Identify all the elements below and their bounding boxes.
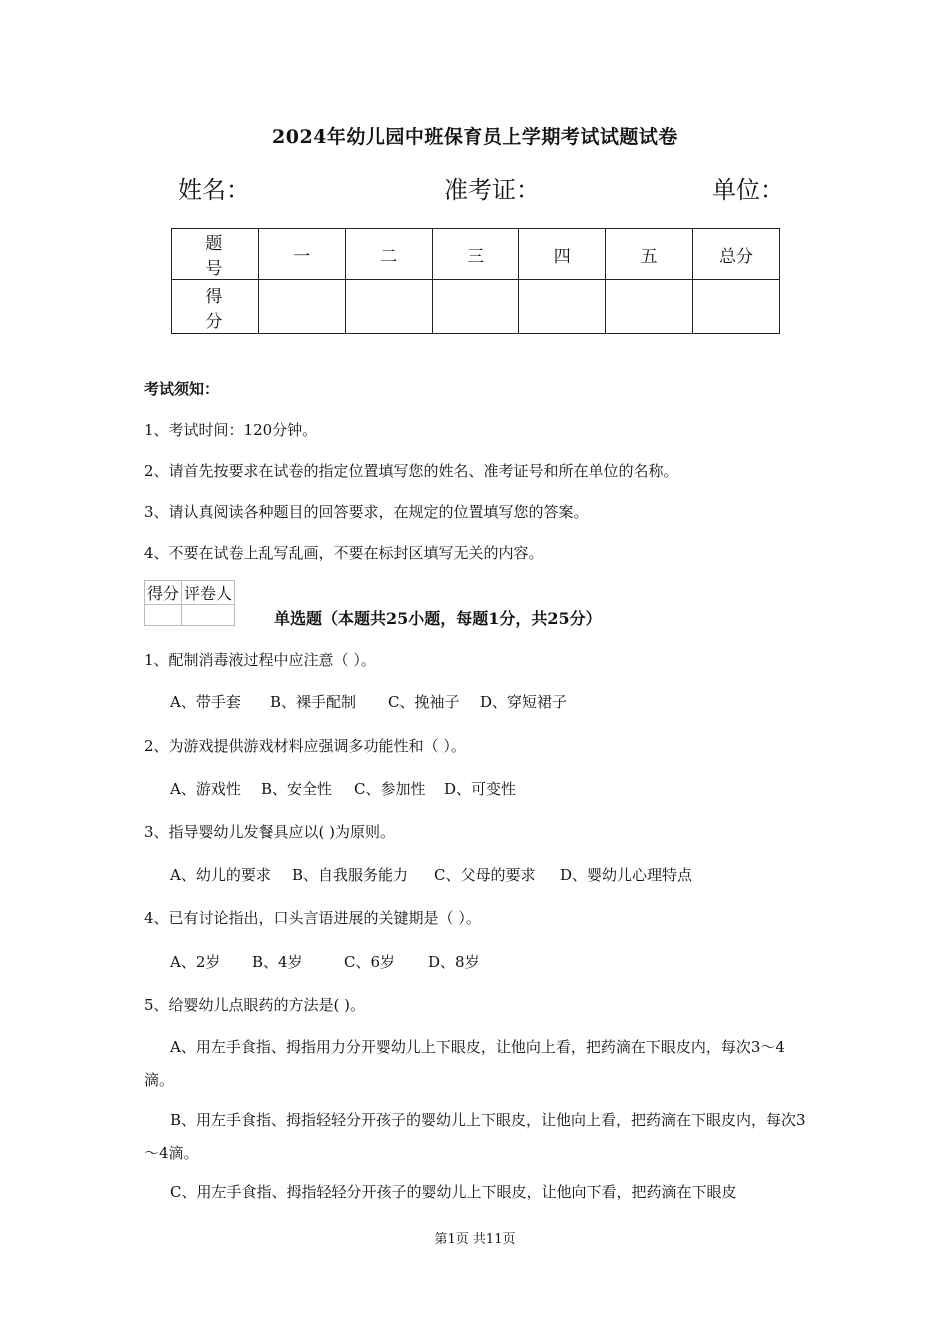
option: A、2岁 <box>170 953 221 971</box>
question-options <box>170 951 480 972</box>
question-options <box>170 864 692 885</box>
score-row-label: 得 分 <box>172 280 259 334</box>
option: C、挽袖子 <box>388 693 460 711</box>
page-title: 2024年幼儿园中班保育员上学期考试试题试卷 <box>272 126 678 148</box>
score-cell-3 <box>432 280 519 334</box>
score-table-score-row <box>172 280 780 334</box>
option: A、游戏性 <box>170 780 241 798</box>
question-option-long: C、用左手食指、拇指轻轻分开孩子的婴幼儿上下眼皮，让他向下看，把药滴在下眼皮 <box>170 1183 737 1201</box>
question-options <box>170 691 567 712</box>
page-footer: 第1页 共11页 <box>434 1232 516 1247</box>
question-stem: 3、指导婴幼儿发餐具应以( )为原则。 <box>144 823 396 841</box>
name-label: 姓名： <box>178 176 250 204</box>
option: D、8岁 <box>428 953 480 971</box>
notice-item: 4、不要在试卷上乱写乱画，不要在标封区填写无关的内容。 <box>144 544 544 562</box>
option: C、父母的要求 <box>434 866 536 884</box>
question-option-long: B、用左手食指、拇指轻轻分开孩子的婴幼儿上下眼皮，让他向上看，把药滴在下眼皮内，每次3～4滴。 <box>144 1111 806 1162</box>
grader-score-cell <box>145 605 182 626</box>
option: B、安全性 <box>261 780 333 798</box>
option: C、参加性 <box>354 780 426 798</box>
section-2-header: 二 <box>345 229 432 280</box>
notice-item: 1、考试时间：120分钟。 <box>144 421 318 439</box>
notice-item: 2、请首先按要求在试卷的指定位置填写您的姓名、准考证号和所在单位的名称。 <box>144 462 679 480</box>
question-option-long: A、用左手食指、拇指用力分开婴幼儿上下眼皮，让他向上看，把药滴在下眼皮内，每次3～4滴。 <box>144 1038 785 1089</box>
score-cell-1 <box>258 280 345 334</box>
question-stem: 2、为游戏提供游戏材料应强调多功能性和（ ）。 <box>144 737 466 755</box>
option: B、自我服务能力 <box>292 866 409 884</box>
option: D、可变性 <box>444 780 517 798</box>
section-title: 单选题（本题共25小题，每题1分，共25分） <box>274 609 602 628</box>
score-cell-total <box>693 280 780 334</box>
score-table-header-row <box>172 229 780 280</box>
question-number-header: 题 号 <box>172 229 259 280</box>
score-cell-5 <box>606 280 693 334</box>
option: A、幼儿的要求 <box>170 866 271 884</box>
option: D、穿短裙子 <box>480 693 568 711</box>
score-table <box>171 228 780 334</box>
section-3-header: 三 <box>432 229 519 280</box>
total-header: 总分 <box>693 229 780 280</box>
option: C、6岁 <box>344 953 396 971</box>
section-1-header: 一 <box>258 229 345 280</box>
question-options <box>170 778 516 799</box>
score-cell-2 <box>345 280 432 334</box>
notice-title: 考试须知： <box>144 380 220 398</box>
question-stem: 4、已有讨论指出，口头言语进展的关键期是（ ）。 <box>144 909 481 927</box>
score-cell-4 <box>519 280 606 334</box>
notice-item: 3、请认真阅读各种题目的回答要求，在规定的位置填写您的答案。 <box>144 503 589 521</box>
section-5-header: 五 <box>606 229 693 280</box>
option: B、4岁 <box>252 953 303 971</box>
question-stem: 5、给婴幼儿点眼药的方法是( )。 <box>144 996 366 1014</box>
option: B、裸手配制 <box>270 693 357 711</box>
grader-reviewer-cell <box>182 605 235 626</box>
grader-box <box>144 580 235 626</box>
option: A、带手套 <box>170 693 241 711</box>
section-4-header: 四 <box>519 229 606 280</box>
grader-reviewer-label: 评卷人 <box>182 581 235 605</box>
question-stem: 1、配制消毒液过程中应注意（ ）。 <box>144 651 376 669</box>
grader-score-label: 得分 <box>145 581 182 605</box>
ticket-number-label: 准考证： <box>444 176 540 204</box>
unit-label: 单位： <box>712 176 784 204</box>
option: D、婴幼儿心理特点 <box>560 866 693 884</box>
